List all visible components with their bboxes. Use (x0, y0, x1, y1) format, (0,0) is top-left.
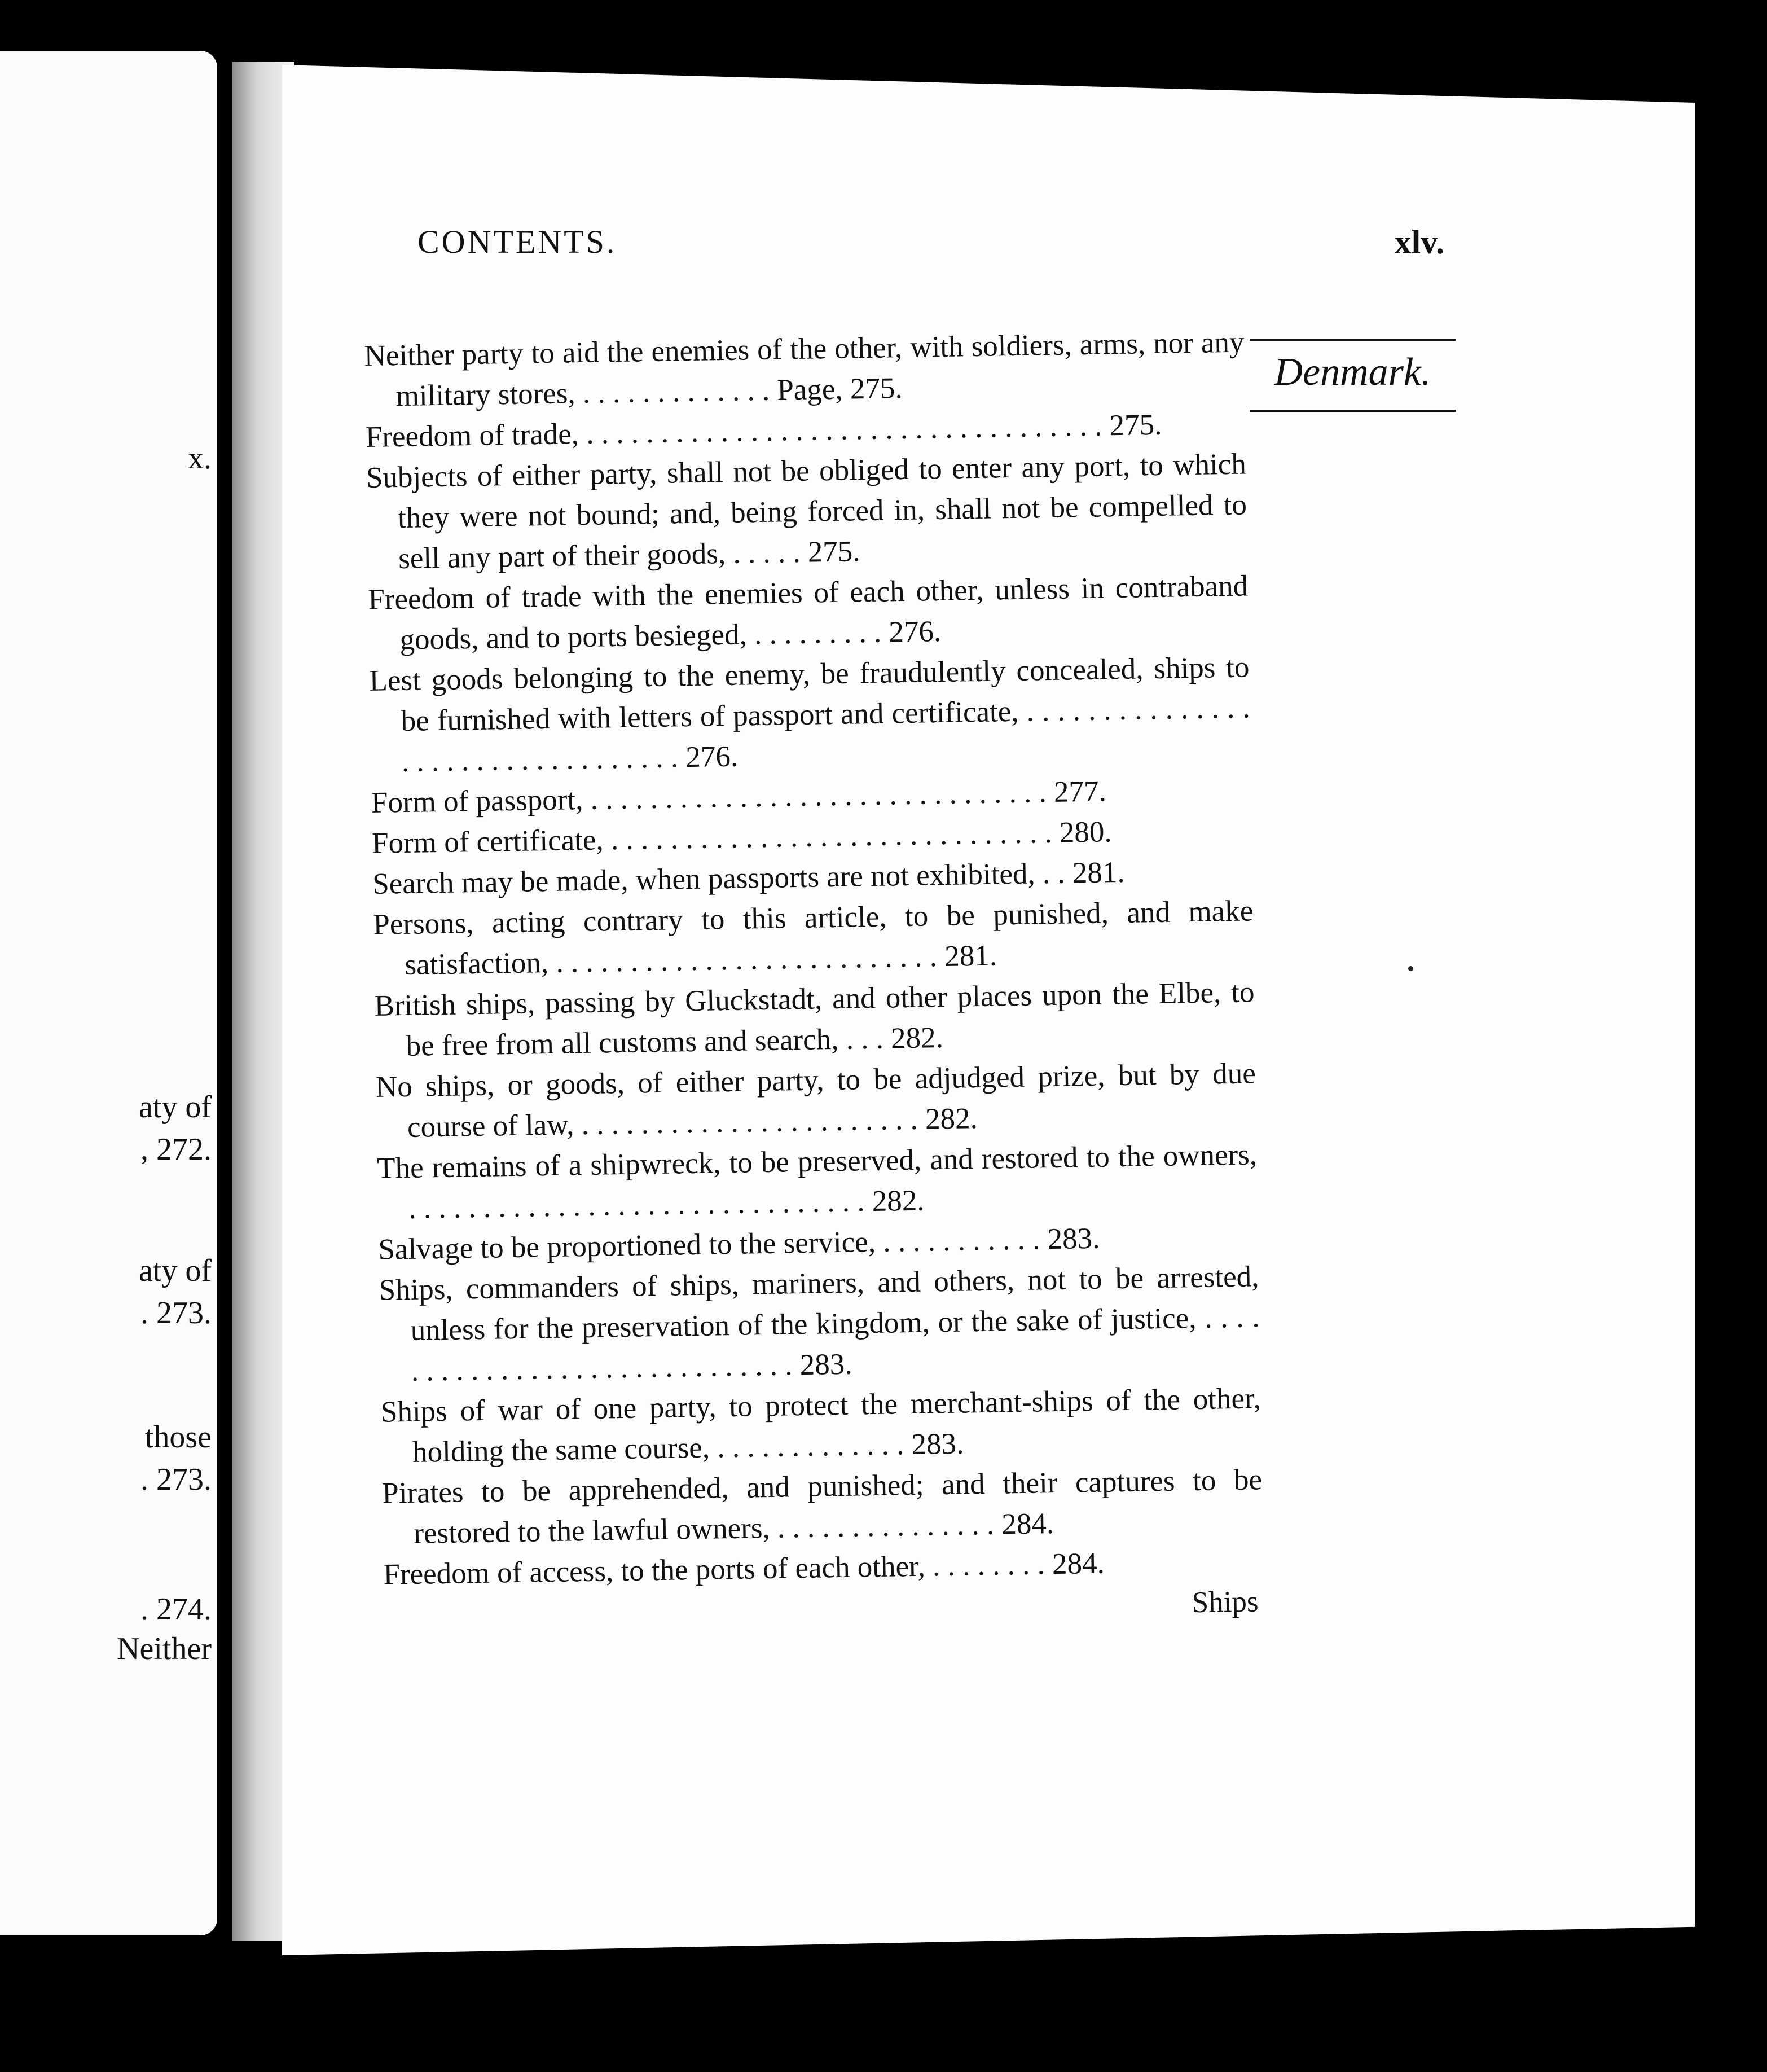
entry-page: 277. (1053, 775, 1107, 809)
contents-entry (375, 1053, 1256, 1148)
contents-entry (377, 1134, 1258, 1229)
entry-text: Freedom of access, to the ports of each other, . . . . . . . . (383, 1548, 1045, 1591)
entry-text: Freedom of trade, . . . . . . . . . . . . . . . . . . . . . . . . . . . . . . . . . . . (365, 409, 1102, 454)
left-page-fragment: those (144, 1420, 212, 1455)
entry-page: 275. (1109, 408, 1162, 442)
left-page-fragment: aty of (138, 1090, 212, 1125)
entry-page: 284. (1001, 1507, 1054, 1541)
entry-page: Page, 275. (776, 372, 903, 407)
left-page-fragment: Neither (117, 1631, 212, 1666)
left-page-fragment: , 272. (140, 1132, 212, 1167)
contents-entry (368, 565, 1249, 660)
left-page-fragment: . 273. (140, 1462, 212, 1497)
contents-entry (374, 972, 1255, 1066)
entry-page: 282. (925, 1102, 978, 1136)
entry-text: Neither party to aid the enemies of the other, with soldiers, arms, nor any military stores, . . . . . . . . . . . . . (364, 326, 1245, 413)
contents-entry (364, 322, 1245, 416)
entry-page: 275. (807, 535, 860, 569)
entry-text: Search may be made, when passports are not exhibited, . . (372, 857, 1066, 901)
entry-text: Form of certificate, . . . . . . . . . . . . . . . . . . . . . . . . . . . . . . (371, 816, 1053, 860)
entry-page: 280. (1059, 815, 1113, 849)
entry-text: No ships, or goods, of either party, to be adjudged prize, but by due course of law, . . . . . . . . . . . . . . . . . . . . . . . (375, 1057, 1256, 1144)
left-page-fragment: . 274. (140, 1592, 212, 1627)
entry-text: Ships, commanders of ships, mariners, and others, not to be arrested, unless for the preservation of the kingdom, or the sake of justice, . . . . . . . . . . . . . . . . . . . . . . . . . . . . . . (379, 1260, 1260, 1388)
margin-rule-top (1250, 339, 1456, 341)
entry-text: British ships, passing by Gluckstadt, and other places upon the Elbe, to be free from all customs and search, . . . (374, 976, 1255, 1063)
margin-rule-bottom (1250, 410, 1456, 412)
page-title: CONTENTS. (417, 223, 617, 260)
page-number: xlv. (1394, 223, 1444, 261)
margin-note (1250, 339, 1456, 412)
contents-entry (373, 890, 1254, 985)
entry-text: Lest goods belonging to the enemy, be fraudulently concealed, ships to be furnished with letters of passport and certificate, . . . . . . . . . . . . . . . . . . . . . . . . . . . . . . . . . . (369, 651, 1251, 779)
entry-page: 283. (911, 1427, 964, 1461)
contents-entry (366, 444, 1247, 579)
entry-page: 284. (1052, 1547, 1105, 1581)
entry-text: Ships of war of one party, to protect the merchant-ships of the other, holding the same course, . . . . . . . . . . . . . (380, 1382, 1261, 1469)
entry-text: Subjects of either party, shall not be obliged to enter any port, to which they were not bound; and, being forced in, shall not be compelled to sell any part of their goods, . . . . . (366, 447, 1247, 576)
entry-text: Freedom of trade with the enemies of each other, unless in contraband goods, and to ports besieged, . . . . . . . . . (367, 569, 1249, 657)
catchword: Ships (1192, 1585, 1259, 1619)
entry-text: Form of passport, . . . . . . . . . . . . . . . . . . . . . . . . . . . . . . . (371, 776, 1047, 819)
entry-text: Salvage to be proportioned to the service, . . . . . . . . . . . (377, 1223, 1040, 1266)
entry-page: 283. (1047, 1222, 1100, 1256)
margin-note-label: Denmark. (1274, 350, 1431, 394)
entry-text: The remains of a shipwreck, to be preserved, and restored to the owners, . . . . . . . . . . . . . . . . . . . . . . . . . . . . . . . (376, 1138, 1258, 1225)
contents-list (364, 322, 1264, 1635)
contents-entry (382, 1459, 1263, 1554)
contents-entry (369, 647, 1251, 782)
left-page-fragment: . 273. (140, 1296, 212, 1331)
left-page-fragment: x. (188, 441, 212, 476)
entry-page: 281. (1072, 855, 1126, 890)
entry-page: 282. (872, 1184, 925, 1218)
entry-page: 276. (888, 614, 942, 649)
entry-text: Persons, acting contrary to this article, to be punished, and make satisfaction, . . . . . . . . . . . . . . . . . . . . . . . . . . (372, 894, 1254, 981)
entry-page: 282. (890, 1021, 944, 1055)
contents-entry (379, 1256, 1260, 1391)
left-page-fragment: aty of (138, 1253, 212, 1288)
entry-page: 281. (944, 939, 997, 973)
page-header (417, 223, 1444, 274)
ink-speck (1408, 966, 1413, 971)
contents-entry (380, 1378, 1261, 1473)
entry-page: 276. (685, 740, 739, 774)
entry-page: 283. (799, 1347, 852, 1382)
entry-text: Pirates to be apprehended, and punished; and their captures to be restored to the lawful owners, . . . . . . . . . . . . . . . (381, 1463, 1263, 1550)
facing-page-left (0, 51, 217, 1935)
